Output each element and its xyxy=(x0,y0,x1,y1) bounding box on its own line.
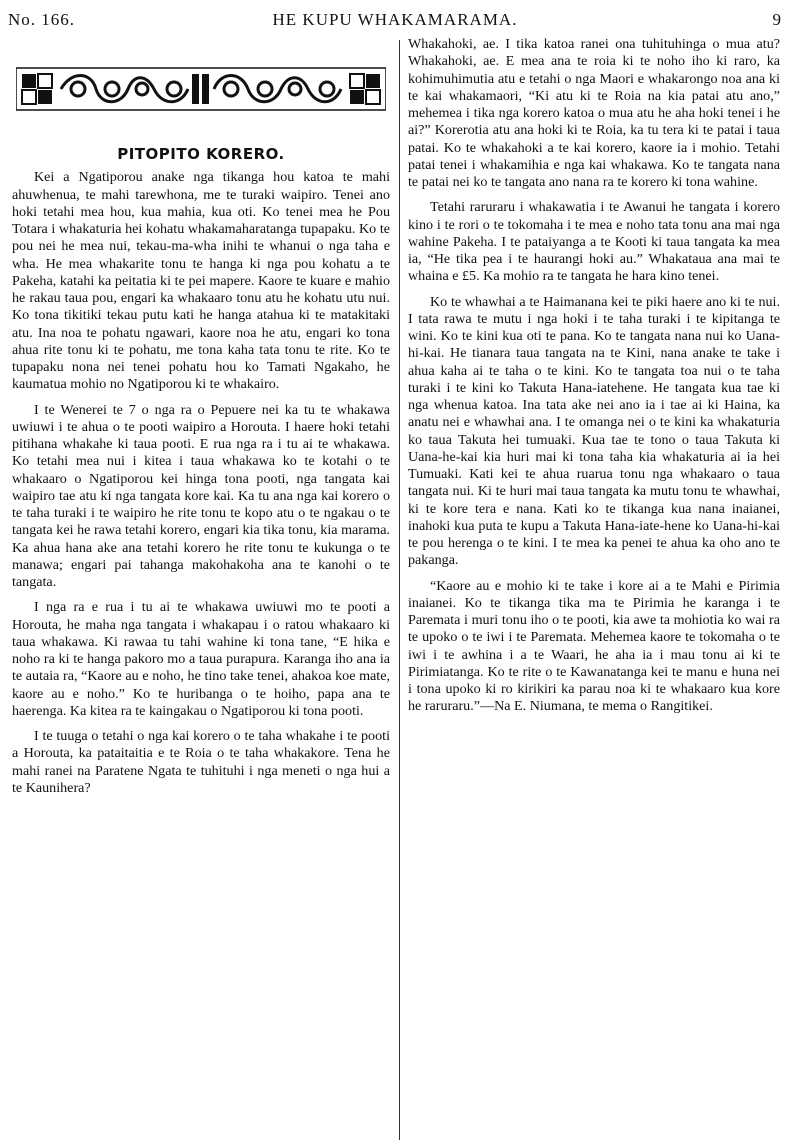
article-paragraph: Tetahi raruraru i whakawatia i te Awanui he tangata i korero kino i te rori o te tokomaha i te mea e noho tata tonu ana mai nga wahine Pakeha. I te pataiyanga a te Kooti ki taua tangata ka mea ia, “He tika pea i te haurangi hoki au.” Whakataua ana mai te whaina e £5. Ka mohio ra te tangata he hara kino tenei. xyxy=(408,199,780,285)
page-header xyxy=(8,6,782,32)
page-number: 9 xyxy=(772,10,782,29)
article-paragraph: Ko te whawhai a te Haimanana kei te piki haere ano ki te nui. I tata rawa te mutu i nga hoki i te taha turaki i te kipitanga te wini. Ko te kini kua oti te pana. Ko te tangata nana nui ko Uana-hi-kai. He tianara taua tangata na te Kini, nana anake te take i ahua kaha ai te taha o te kini. Ko te tangata toa nui o te taha turaki i te kini ko Takuta Hana-iatehene. He tangata kua tae ki nga whenua katoa. Ina tata ake nei ano ia i tae ai ki Haina, ka anatu nei e whawhai ana. I te omanga nei o te kini ka whakaturia ko taua Takuta hei tumuaki. Kua tae te tono o taua Takuta ki Uana-he-kai kia huri mai ki tona taha kia whakaturia ai ia hei Tumuaki. Kati kei te ahua ruarua tonu nga whakaaro o taua tangata nui. Ki te huri mai taua tangata ka mutu tonu te whawhai, ki te kore tera e nana. Kati ko te tikanga kua nana inaianei, inahoki kua puta te kupu a Takuta Hana-iate-hene ko Uana-hi-kai te pou herenga o te kini. I te mea ka penei te ahua ka oho ano te pakanga. xyxy=(408,293,780,569)
left-column xyxy=(12,40,390,797)
right-column xyxy=(408,36,780,716)
article-paragraph: I te tuuga o tetahi o nga kai korero o te taha whakahe i te pooti a Horouta, ka pataitaitia e te Roia o te taha whakakore. Tena he mahi ranei na Paratene Ngata te tuhituhi i nga meneti o nga hui a te Kaunihera? xyxy=(12,728,390,796)
column-divider xyxy=(399,40,400,1140)
article-heading: PITOPITO KORERO. xyxy=(117,145,285,163)
article-paragraph: I te Wenerei te 7 o nga ra o Pepuere nei ka tu te whakawa uwiuwi i te ahua o te pooti waipiro a Horouta. I haere hoki tetahi pitihana whakahe ki taua pooti. E rua nga ra i tu ai te whakawa. Ko tetahi mea nui i kitea i taua whakawa ko te kotahi o te whakaaro o Ngatiporou kei hinga tona pooti, nga tangata kai waipiro tae atu ki nga tangata kore kai. Ka tu ana nga kai korero o te taha turaki i te waipiro he rite tonu te kopo atu o te ngakau o te tangata kei he rawa tetahi korero, engari kia tika tonu, kia marama. Ka ahua hana ake ana tetahi korero he rite tonu te kukunga o te manawa; engari pai tahanga makohakoha ana te kanohi o te tangata. xyxy=(12,401,390,590)
article-paragraph: I nga ra e rua i tu ai te whakawa uwiuwi mo te pooti a Horouta, he maha nga tangata i whakapau i o ratou whakaaro ki taua whakawa. Ki rawaa tu tahi wahine ki tona tane, “E hika e noho ra ki te hanga pakoro mo a taua purapura. Karanga iho ana ia te autaia ra, “Kaore au e noho, he tino take tenei, ahakoa koe mate, kaore au e noho.” Ko te huribanga o te hoiho, papa ana te haerenga. Ka kitea ra te kaingakau o Ngatiporou ki tona pooti. xyxy=(12,599,390,719)
fern-scroll-ornament-icon xyxy=(16,66,386,112)
article-paragraph: “Kaore au e mohio ki te take i kore ai a te Mahi e Pirimia inaianei. Ko te tikanga tika ma te Pirimia he karanga i te Paremata i muri tonu iho o te pooti, kia awe ta mohiotia ko wai ra te upoko o te iwi i te Paremata. Mehemea kaore te tokomaha o te iwi i te awhina i a te Waari, he aha ia i mau tonu ai ki te Pirimiatanga. Ko te rite o te Kawanatanga kei te manu e huna nei i tona upoko ki ro kirikiri ka parau noa ki te whakaaro kua kore he raruraru.”—Na E. Niumana, te mema o Rangitikei. xyxy=(408,577,780,715)
issue-number: No. 166. xyxy=(8,10,76,29)
article-paragraph: Kei a Ngatiporou anake nga tikanga hou katoa te mahi ahuwhenua, te mahi tarewhona, me te turaki waipiro. Tenei ano hoki tetahi mea hou, kua mahia, kua oti. Ko tenei mea he Pou Totara i whakaturia hei kohatu whakamaharatanga tupapaku. Ko te pou nei he mea nui, tekau-ma-wha inihi te whanui o nga taha e wha. He mea whakarite tonu te hanga ki nga pou kohatu a te Pakeha, katahi ka peitatia ki te pei mapere. Kaore te kuare e mahio he rakau taua pou, engari ka whakaaro tonu atu he kohatu utu nui. Ko tona tikitiki tekau putu kati he hanga atahua ki te matakitaki atu. Ina noa te pohatu ngawari, kaore noa he atu, engari ko tona ahua rite tonu ki te pohatu, me tona kaha tata tonu te rite. Ko te tupapaku nona nei tenei pohatu hou ko Tamati Ngakaho, he kaumatua mohio no Ngatiporou ki te whakairo. xyxy=(12,169,390,393)
newspaper-title: HE KUPU WHAKAMARAMA. xyxy=(272,10,518,29)
article-paragraph: Whakahoki, ae. I tika katoa ranei ona tuhituhinga o mua atu? Whakahoki, ae. E mea ana te roia ki te noho iho ki raro, ka kohimuhimutia atu e tetahi o nga Maori e whakarongo noa ana ki te kai whakamaori, “Ki atu ki te Roia na kia patai atu ano,” mehemea i tika nga korero katoa o mua atu he aha hoki tenei i he ai?” Korerotia atu ana hoki ki te Roia, ka tu tera ki te patai i taua patai. Ko te whakahoki a te kai korero, kaore ia i mohio. Tetahi patai tenei i whakamihia e nga kai whakawa. Ko te tangata nana te patai nei ko te tangata ano nana ra te korero ki tona wahine. xyxy=(408,36,780,190)
